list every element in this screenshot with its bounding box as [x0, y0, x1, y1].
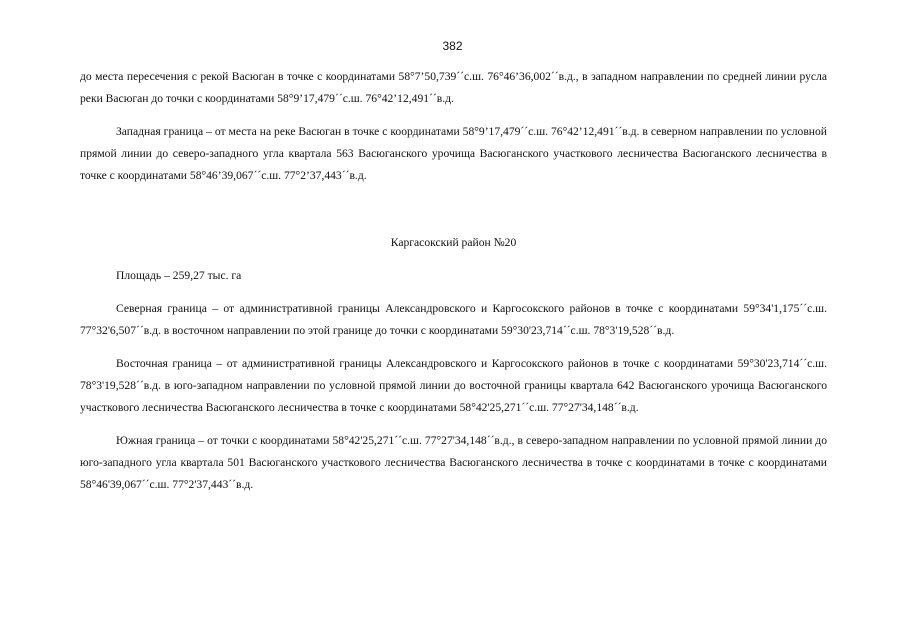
document-body	[80, 66, 827, 496]
paragraph-south-border: Южная граница – от точки с координатами 58°42'25,271´´с.ш. 77°27'34,148´´в.д., в северо-западном направлении по условной прямой линии до юго-западного угла квартала 501 Васюганского участкового лесничества Васюганского лесничества в точке с координатами в точке с координатами 58°46'39,067´´с.ш. 77°2'37,443´´в.д.	[80, 434, 827, 491]
paragraph-east-border: Восточная граница – от административной границы Александровского и Каргосокского районов в точке с координатами 59°30'23,714´´с.ш. 78°3'19,528´´в.д. в юго-западном направлении по условной прямой линии до восточной границы квартала 642 Васюганского урочища Васюганского участкового лесничества Васюганского лесничества в точке с координатами 58°42'25,271´´с.ш. 77°27'34,148´´в.д.	[80, 357, 827, 414]
section-title: Каргасокский район №20	[390, 236, 517, 249]
paragraph-north-border: Северная граница – от административной границы Александровского и Каргосокского районов в точке с координатами 59°34'1,175´´с.ш. 77°32'6,507´´в.д. в восточном направлении по этой границе до точки с координатами 59°30'23,714´´с.ш. 78°3'19,528´´в.д.	[80, 302, 827, 337]
paragraph-continuation: до места пересечения с рекой Васюган в точке с координатами 58°7’50,739´´с.ш. 76°46’36,002´´в.д., в западном направлении по средней линии русла реки Васюган до точки с координатами 58°9’17,479´´с.ш. 76°42’12,491´´в.д.	[80, 70, 827, 105]
paragraph-area: Площадь – 259,27 тыс. га	[116, 269, 242, 282]
page-number: 382	[442, 39, 463, 53]
paragraph-west-border: Западная граница – от места на реке Васюган в точке с координатами 58°9’17,479´´с.ш. 76°42’12,491´´в.д. в северном направлении по условной прямой линии до северо-западного угла квартала 563 Васюганского урочища Васюганского участкового лесничества Васюганского лесничества в точке с координатами 58°46’39,067´´с.ш. 77°2’37,443´´в.д.	[80, 125, 827, 182]
